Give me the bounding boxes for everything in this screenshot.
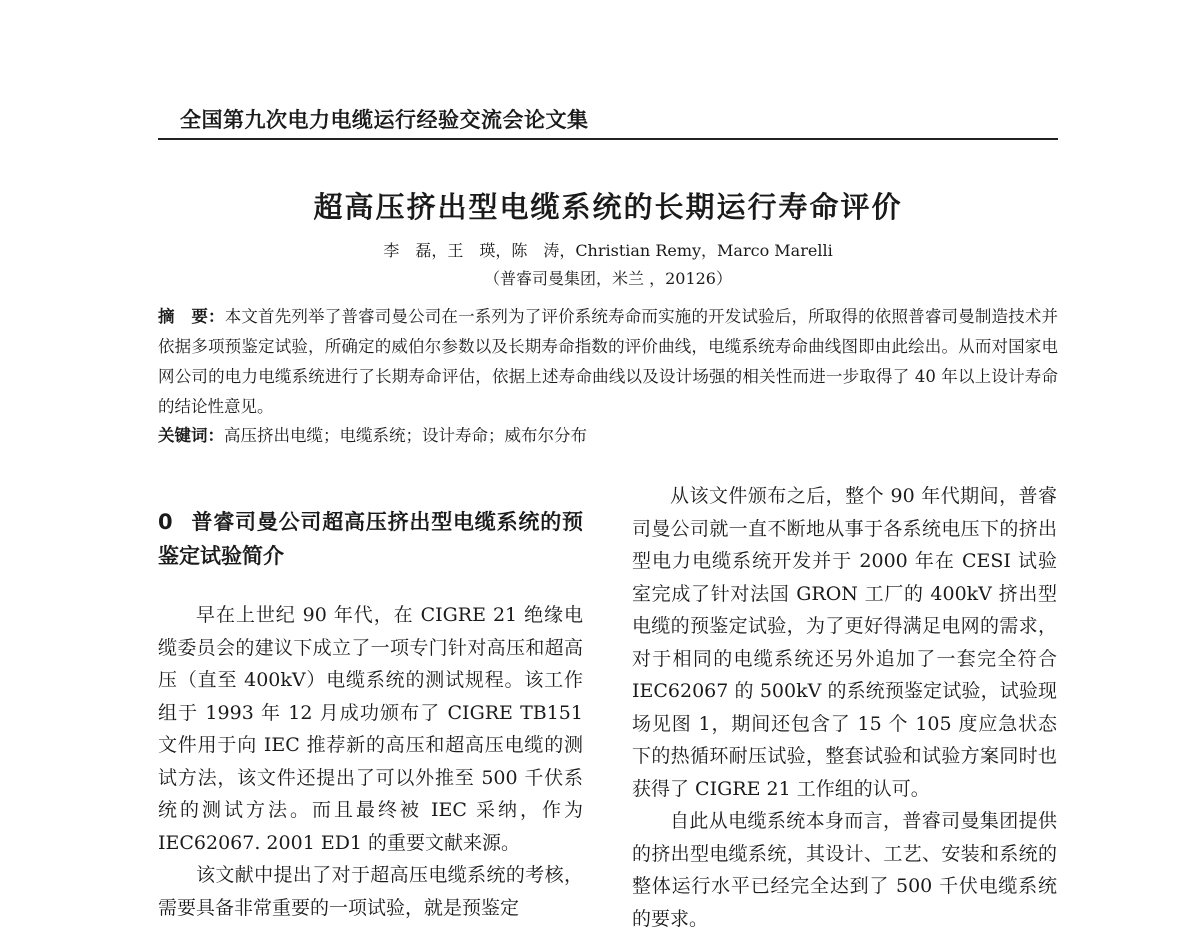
left-column [158,505,583,924]
section-heading [158,505,583,573]
section-number: 0 [158,510,173,534]
running-head: 全国第九次电力电缆运行经验交流会论文集 [180,108,589,132]
abstract [158,302,1058,422]
paper-title: 超高压挤出型电缆系统的长期运行寿命评价 [313,190,903,224]
body-paragraph: 自此从电缆系统本身而言，普睿司曼集团提供的挤出型电缆系统，其设计、工艺、安装和系统的整体运行水平已经完全达到了 500 千伏电缆系统的要求。 [632,810,1057,930]
body-paragraph: 该文献中提出了对于超高压电缆系统的考核，需要具备非常重要的一项试验，就是预鉴定 [158,864,583,919]
keywords-text: 高压挤出电缆；电缆系统；设计寿命；威布尔分布 [224,426,587,445]
body-paragraph: 从该文件颁布之后，整个 90 年代期间，普睿司曼公司就一直不断地从事于各系统电压下的挤出型电力电缆系统开发并于 2000 年在 CESI 试验室完成了针对法国 GRON 工厂的 400kV 挤出型电缆的预鉴定试验，为了更好得满足电网的需求，对于相同的电缆系统还另外追加了一套完全符合 IEC62067 的 500kV 的系统预鉴定试验，试验现场见图 1，期间还包含了 15 个 105 度应急状态下的热循环耐压试验，整套试验和试验方案同时也获得了 CIGRE 21 工作组的认可。 [632,485,1057,800]
abstract-label: 摘 要： [158,307,225,326]
body-paragraph: 早在上世纪 90 年代，在 CIGRE 21 绝缘电缆委员会的建议下成立了一项专门针对高压和超高压（直至 400kV）电缆系统的测试规程。该工作组于 1993 年 12 月成功颁布了 CIGRE TB151 文件用于向 IEC 推荐新的高压和超高压电缆的测试方法，该文件还提出了可以外推至 500 千伏系统的测试方法。而且最终被 IEC 采纳，作为 IEC62067. 2001 ED1 的重要文献来源。 [158,604,583,854]
section-title: 普睿司曼公司超高压挤出型电缆系统的预鉴定试验简介 [158,510,583,568]
right-column [632,480,1057,935]
header-rule [158,138,1058,140]
abstract-text: 本文首先列举了普睿司曼公司在一系列为了评价系统寿命而实施的开发试验后，所取得的依照普睿司曼制造技术并依据多项预鉴定试验，所确定的威伯尔参数以及长期寿命指数的评价曲线，电缆系统寿命曲线图即由此绘出。从而对国家电网公司的电力电缆系统进行了长期寿命评估，依据上述寿命曲线以及设计场强的相关性而进一步取得了 40 年以上设计寿命的结论性意见。 [158,307,1059,416]
keywords [158,421,1058,451]
paper-authors: 李 磊，王 瑛，陈 涛，Christian Remy，Marco Marelli [383,241,833,260]
paper-affiliation: （普睿司曼集团，米兰 ，20126） [484,269,732,288]
keywords-label: 关键词： [158,426,224,445]
